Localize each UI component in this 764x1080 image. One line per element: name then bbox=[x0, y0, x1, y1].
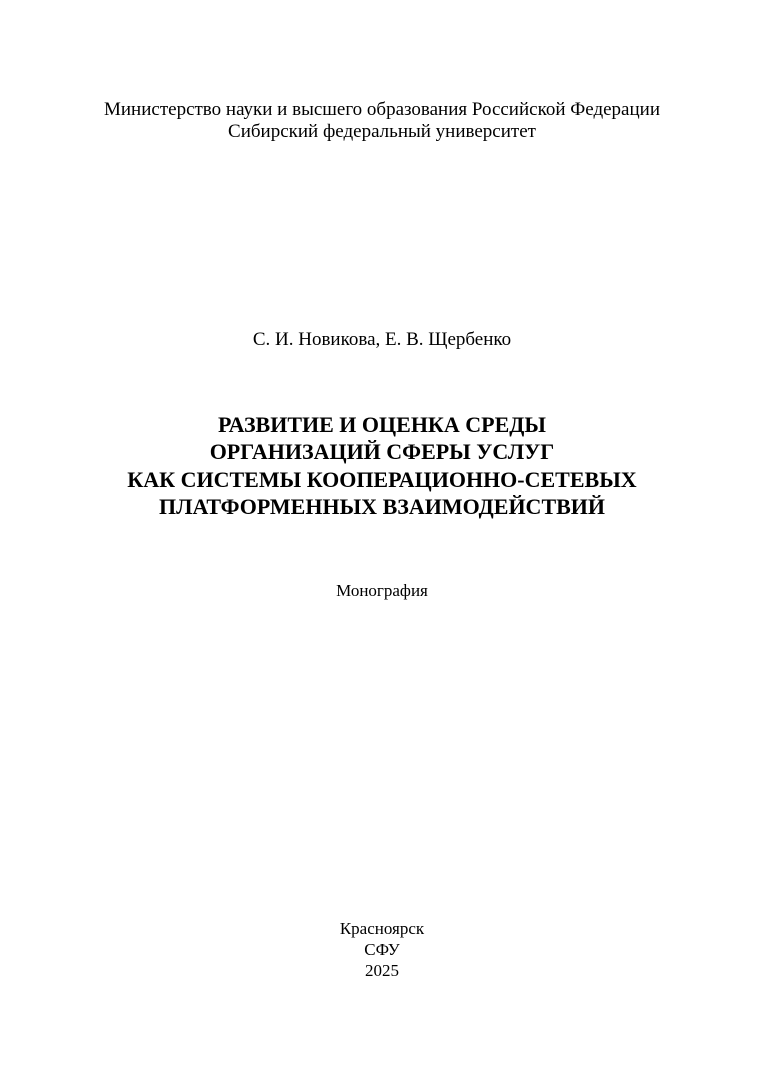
imprint-city: Красноярск bbox=[339, 919, 425, 938]
title-line-3: КАК СИСТЕМЫ КООПЕРАЦИОННО-СЕТЕВЫХ bbox=[127, 467, 637, 492]
title-line-4: ПЛАТФОРМЕННЫХ ВЗАИМОДЕЙСТВИЙ bbox=[158, 494, 606, 519]
ministry-line: Министерство науки и высшего образования Российской Федерации bbox=[104, 99, 660, 120]
authors-line: С. И. Новикова, Е. В. Щербенко bbox=[252, 329, 512, 350]
university-line: Сибирский федеральный университет bbox=[228, 121, 536, 142]
title-line-1: РАЗВИТИЕ И ОЦЕНКА СРЕДЫ bbox=[217, 412, 547, 437]
imprint-publisher: СФУ bbox=[364, 940, 400, 959]
genre-label: Монография bbox=[336, 581, 428, 600]
title-line-2: ОРГАНИЗАЦИЙ СФЕРЫ УСЛУГ bbox=[209, 439, 555, 464]
imprint-year: 2025 bbox=[365, 961, 399, 980]
